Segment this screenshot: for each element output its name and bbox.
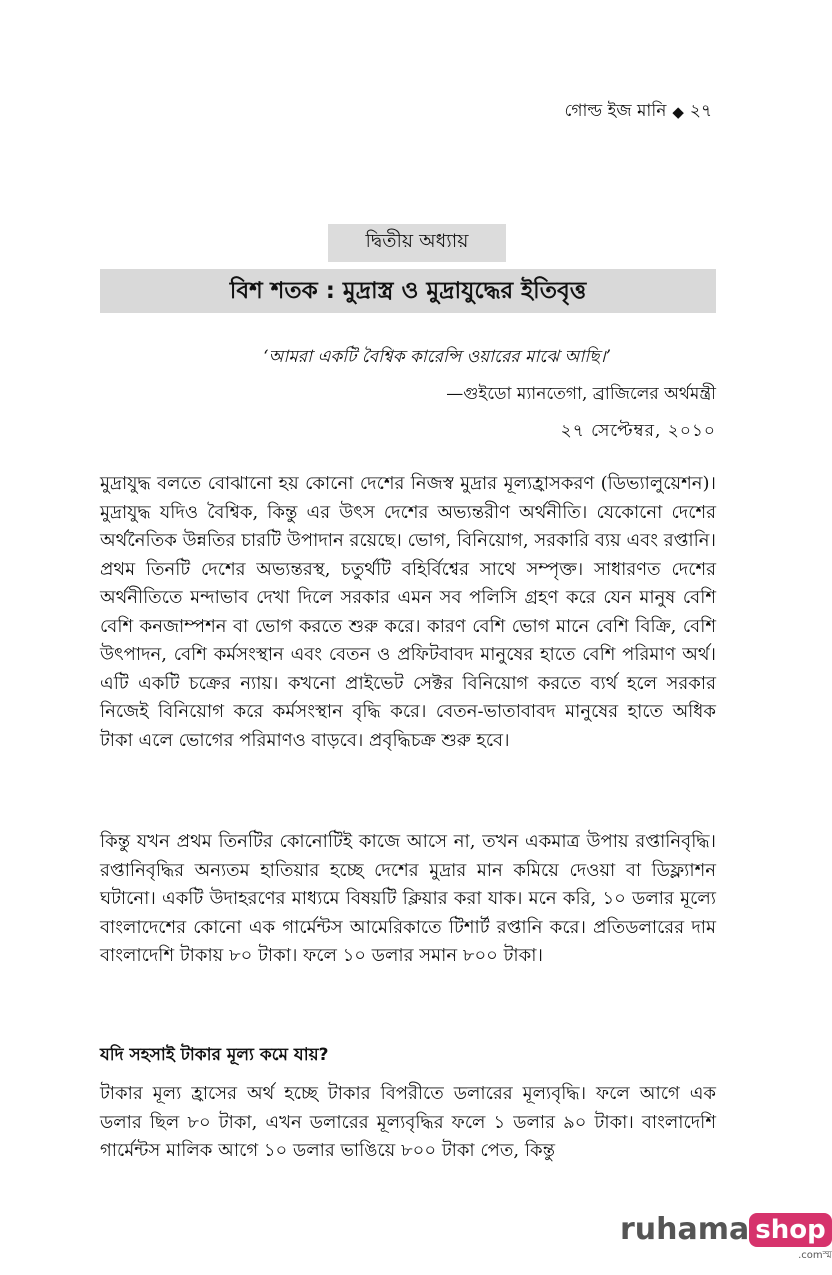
epigraph-date: ২৭ সেপ্টেম্বর, ২০১০ xyxy=(560,421,716,441)
epigraph-author: —গুইডো ম্যানতেগা, ব্রাজিলের অর্থমন্ত্রী xyxy=(446,384,716,404)
paragraph-3: টাকার মূল্য হ্রাসের অর্থ হচ্ছে টাকার বিপরীতে ডলারের মূল্যবৃদ্ধি। ফলে আগে এক ডলার ছিল ৮০ টাকা, এখন ডলারের মূল্যবৃদ্ধির ফলে ১ ডলার ৯০ টাকা। বাংলাদেশি গার্মেন্টস মালিক আগে ১০ ডলার ভাঙিয়ে ৮০০ টাকা পেত, কিন্তু xyxy=(100,1083,716,1161)
ruhamashop-logo xyxy=(620,1212,832,1265)
chapter-title xyxy=(100,269,716,313)
book-title: গোল্ড ইজ মানি xyxy=(564,101,667,121)
running-header xyxy=(565,98,712,126)
chapter-label xyxy=(328,224,506,262)
page-number: ২৭ xyxy=(689,101,712,121)
paragraph-1: মুদ্রাযুদ্ধ বলতে বোঝানো হয় কোনো দেশের নিজস্ব মুদ্রার মূল্যহ্রাসকরণ (ডিভ্যালুয়েশন)। মুদ্রাযুদ্ধ যদিও বৈশ্বিক, কিন্তু এর উৎস দেশের অভ্যন্তরীণ অর্থনীতি। যেকোনো দেশের অর্থনৈতিক উন্নতির চারটি উপাদান রয়েছে। ভোগ, বিনিয়োগ, সরকারি ব্যয় এবং রপ্তানি। প্রথম তিনটি দেশের অভ্যন্তরস্থ, চতুর্থটি বহির্বিশ্বের সাথে সম্পৃক্ত। সাধারণত দেশের অর্থনীতিতে মন্দাভাব দেখা দিলে সরকার এমন সব পলিসি গ্রহণ করে যেন মানুষ বেশি বেশি কনজাম্পশন বা ভোগ করতে শুরু করে। কারণ বেশি ভোগ মানে বেশি বিক্রি, বেশি উৎপাদন, বেশি কর্মসংস্থান এবং বেতন ও প্রফিটবাবদ মানুষের হাতে বেশি পরিমাণ অর্থ। এটি একটি চক্রের ন্যায়। কখনো প্রাইভেট সেক্টর বিনিয়োগ করতে ব্যর্থ হলে সরকার নিজেই বিনিয়োগ করে কর্মসংস্থান বৃদ্ধি করে। বেতন-ভাতাবাবদ মানুষের হাতে অধিক টাকা এলে ভোগের পরিমাণও বাড়বে। প্রবৃদ্ধিচক্র শুরু হবে। xyxy=(100,473,716,751)
diamond-icon: ◆ xyxy=(672,103,684,121)
chapter-title-text: বিশ শতক : মুদ্রাস্ত্র ও মুদ্রাযুদ্ধের ইতিবৃত্ত xyxy=(229,277,587,304)
paragraph-2: কিন্তু যখন প্রথম তিনটির কোনোটিই কাজে আসে না, তখন একমাত্র উপায় রপ্তানিবৃদ্ধি। রপ্তানিবৃদ্ধির অন্যতম হাতিয়ার হচ্ছে দেশের মুদ্রার মান কমিয়ে দেওয়া বা ডিফ্ল্যাশন ঘটানো। একটি উদাহরণের মাধ্যমে বিষয়টি ক্লিয়ার করা যাক। মনে করি, ১০ ডলার মূল্যে বাংলাদেশের কোনো এক গার্মেন্টস আমেরিকাতে টিশার্ট রপ্তানি করে। প্রতিডলারের দাম বাংলাদেশি টাকায় ৮০ টাকা। ফলে ১০ ডলার সমান ৮০০ টাকা। xyxy=(100,831,716,966)
epigraph-quote: ‘আমরা একটি বৈশ্বিক কারেন্সি ওয়ারের মাঝে আছি।’ xyxy=(263,347,611,367)
logo-text-ruhama: ruhama xyxy=(620,1212,750,1247)
section-subheading: যদি সহসাই টাকার মূল্য কমে যায়? xyxy=(100,1045,329,1065)
logo-suffix: .comস্ম xyxy=(798,1250,832,1261)
chapter-label-text: দ্বিতীয় অধ্যায় xyxy=(365,230,469,252)
logo-text-shop: shop xyxy=(749,1213,831,1247)
logo-shop-group xyxy=(749,1212,831,1265)
